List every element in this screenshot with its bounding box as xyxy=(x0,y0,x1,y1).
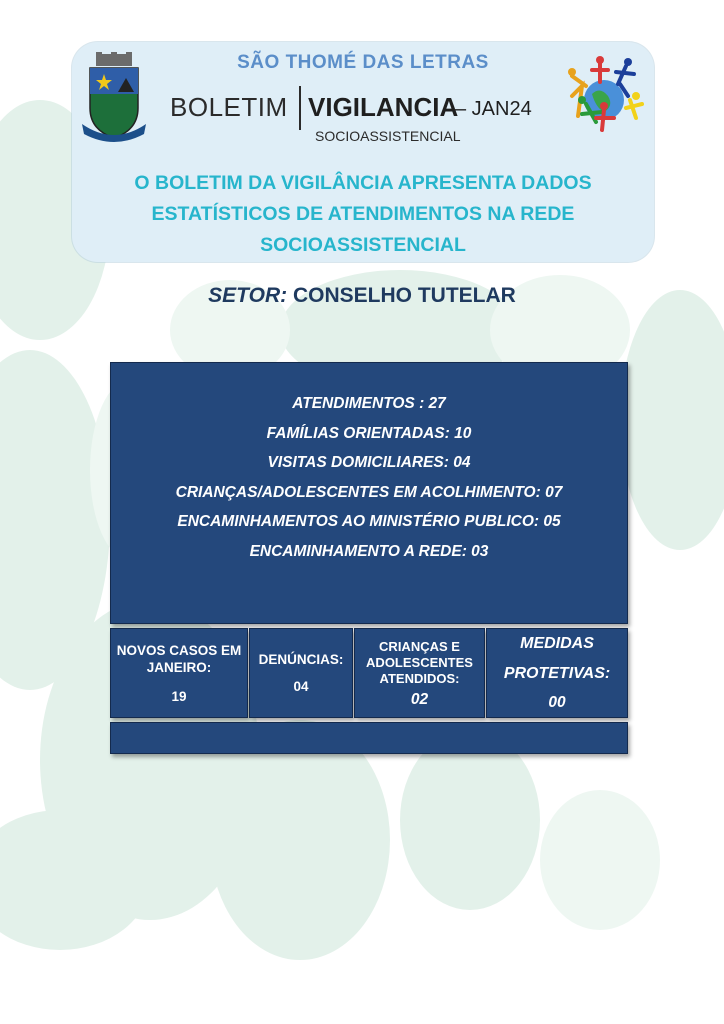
stat-familias: FAMÍLIAS ORIENTADAS: 10 xyxy=(266,424,472,442)
title-divider xyxy=(299,86,301,130)
denuncias-value: 04 xyxy=(293,679,309,694)
stats-panel xyxy=(110,362,628,624)
novos-casos-label xyxy=(117,642,242,676)
criancas-label xyxy=(366,639,473,687)
criancas-label-line3: ATENDIDOS: xyxy=(379,670,460,686)
footer-bar xyxy=(110,722,628,754)
vigilancia-label: VIGILANCIA xyxy=(308,92,459,122)
novos-casos-label-line2: JANEIRO: xyxy=(146,659,212,675)
period-label: – JAN24 xyxy=(455,98,532,120)
criancas-value: 02 xyxy=(410,690,429,708)
stat-ministerio: ENCAMINHAMENTOS AO MINISTÉRIO PUBLICO: 05 xyxy=(177,513,561,530)
medidas-label-line2: PROTETIVAS: xyxy=(503,665,611,682)
stat-atendimentos: ATENDIMENTOS : 27 xyxy=(292,395,446,412)
medidas-label-line1: MEDIDAS xyxy=(520,635,594,652)
setor-name: CONSELHO TUTELAR xyxy=(292,284,516,307)
box-medidas-protetivas xyxy=(486,628,628,718)
criancas-label-line2: ADOLESCENTES xyxy=(366,654,473,670)
stats-list xyxy=(111,389,627,566)
medidas-value: 00 xyxy=(548,694,566,711)
subtitle-label: SOCIOASSISTENCIAL xyxy=(315,128,461,144)
novos-casos-value: 19 xyxy=(171,688,187,704)
box-denuncias xyxy=(249,628,353,718)
setor-prefix: SETOR: xyxy=(208,284,288,307)
box-criancas-atendidos xyxy=(354,628,485,718)
denuncias-label: DENÚNCIAS: xyxy=(258,652,344,667)
stat-acolhimento: CRIANÇAS/ADOLESCENTES EM ACOLHIMENTO: 07 xyxy=(175,483,563,501)
stat-rede: ENCAMINHAMENTO A REDE: 03 xyxy=(249,542,489,560)
criancas-label-line1: CRIANÇAS E xyxy=(379,638,460,654)
box-novos-casos xyxy=(110,628,248,718)
header-card xyxy=(72,42,654,262)
people-globe-icon xyxy=(556,56,648,136)
stat-visitas: VISITAS DOMICILIARES: 04 xyxy=(267,454,471,471)
setor-line xyxy=(0,284,724,308)
medidas-label xyxy=(504,629,610,689)
city-name: SÃO THOMÉ DAS LETRAS xyxy=(237,52,489,73)
boletim-label: BOLETIM xyxy=(170,92,288,122)
intro-text: O BOLETIM DA VIGILÂNCIA APRESENTA DADOS ESTATÍSTICOS DE ATENDIMENTOS NA REDE SOCIOASSISTENCIAL xyxy=(134,172,592,256)
novos-casos-label-line1: NOVOS CASOS EM xyxy=(116,642,242,658)
